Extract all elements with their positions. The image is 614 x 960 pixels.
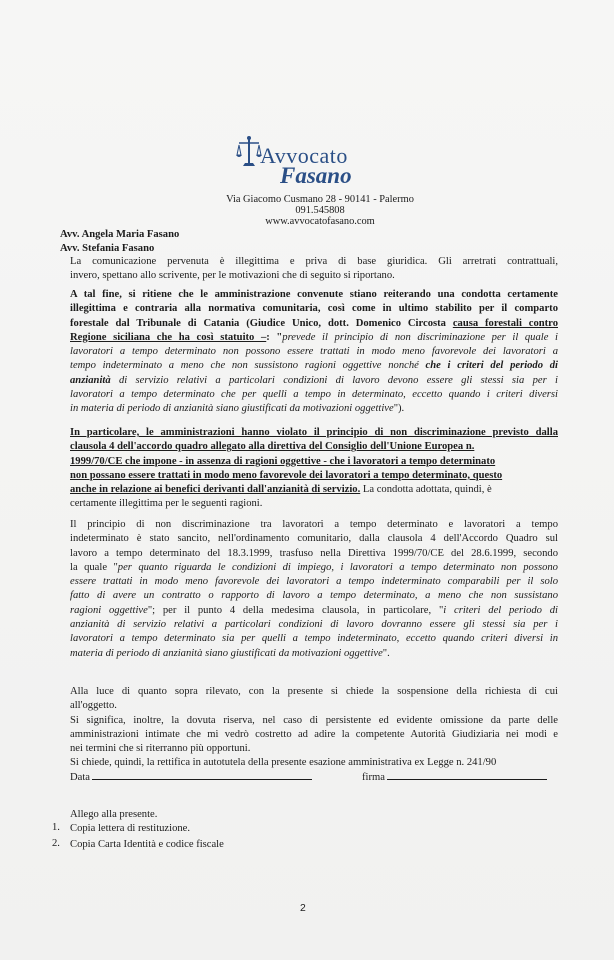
- text-line: indeterminato è stato sancito, nell'ordinamento comunitario, dalla clausola 4 dell'Accordo Quadro sul: [70, 533, 558, 545]
- bold-text: forestale dal Tribunale di Catania (Giudice Unico, dott. Domenico Circosta: [70, 317, 453, 329]
- text-line: amministrazioni intimate che mi vedrò costretto ad adire la competente Autorità Giudiziaria nei modi e: [70, 728, 558, 740]
- text-line: all'oggetto.: [70, 700, 117, 712]
- underlined-text: In particolare, le amministrazioni hanno violato il principio di non discriminazione previsto dalla: [70, 427, 558, 438]
- attachments-title: Allego alla presente.: [70, 809, 158, 820]
- text: : ": [266, 331, 283, 343]
- attachment-item: Copia Carta Identità e codice fiscale: [70, 839, 224, 850]
- date-signature-line: [70, 771, 558, 785]
- date-blank: [92, 779, 312, 780]
- underlined-text: 1999/70/CE che impone - in assenza di ragioni oggettive - che i lavoratori a tempo determinato: [70, 455, 496, 467]
- text: la quale ": [70, 561, 118, 573]
- text-line: nei termini che si riterranno più opportuni.: [70, 743, 251, 755]
- italic-text: in materia di periodo di anzianità siano giustificati da motivazioni oggettive: [70, 403, 394, 415]
- logo-word-avvocato: Avvocato: [260, 143, 348, 168]
- text: "; per il punto 4 della medesima clausola, in particolare, ": [147, 604, 444, 616]
- italic-text: anzianità di servizio relativi a particolari condizioni di lavoro dovranno essere gli stessi sia per i: [70, 619, 558, 631]
- text: ").: [393, 403, 405, 415]
- italic-text: lavoratori a tempo determinato sia per quelli a tempo indeterminato, eccetto quando criteri diversi in: [70, 633, 558, 645]
- underlined-text: Regione siciliana che ha così statuito –: [70, 331, 267, 343]
- italic-text: lavoratori a tempo determinato che per quelli a tempo in determinato, eccetto quando i criteri diversi: [70, 389, 558, 401]
- italic-text: i criteri del periodo di: [443, 604, 558, 616]
- underlined-text: non possano essere trattati in modo meno favorevole dei lavoratori a tempo determinato, questo: [70, 469, 503, 481]
- paragraph-3: [70, 426, 558, 512]
- phone: 091.545808: [295, 205, 345, 216]
- bold-text: illegittima e contraria alla normativa comunitaria, così come in ultimo stabilito per il comparto: [70, 303, 558, 315]
- website: www.avvocatofasano.com: [265, 216, 375, 227]
- bold-italic-text: anzianità: [70, 374, 111, 386]
- logo-word-fasano: Fasano: [280, 163, 352, 188]
- italic-text: lavoratori a tempo determinato non possono essere trattati in modo meno favorevole dei lavoratori a: [70, 346, 558, 358]
- page-number: 2: [300, 903, 306, 914]
- text: La condotta adottata, quindi, è: [360, 484, 492, 496]
- signature-blank: [387, 779, 547, 780]
- law-firm-logo: [236, 133, 386, 188]
- italic-text: essere trattati in modo meno favorevole dei lavoratori a tempo indeterminato comparabili per il solo: [70, 576, 558, 588]
- paragraph-1: [70, 255, 558, 284]
- attachment-item: Copia lettera di restituzione.: [70, 823, 191, 834]
- date-label: Data: [70, 771, 90, 783]
- scales-of-justice-icon: [236, 133, 262, 175]
- text-line: Alla luce di quanto sopra rilevato, con la presente si chiede la sospensione della richiesta di cui: [70, 686, 558, 697]
- italic-text: per quanto riguarda le condizioni di impiego, i lavoratori a tempo determinato non possono: [117, 561, 558, 573]
- italic-text: tempo indeterminato a meno che non sussistono ragioni oggettive nonché: [70, 360, 426, 372]
- text-line: lavoro a tempo determinato del 18.3.1999, trasfuso nella Direttiva 1999/70/CE del 28.6.1999, secondo: [70, 547, 558, 559]
- text: ".: [382, 647, 390, 659]
- lawyer-name-1: Avv. Angela Maria Fasano: [60, 229, 180, 240]
- underlined-text: anche in relazione ai benefici derivanti dall'anzianità di servizio.: [70, 484, 361, 496]
- text-line: Il principio di non discriminazione tra lavoratori a tempo determinato e lavoratori a tempo: [70, 519, 558, 530]
- italic-text: ragioni oggettive: [70, 604, 148, 616]
- text-line: Si chiede, quindi, la rettifica in autotutela della presente esazione amministrativa ex Legge n. 241/90: [70, 757, 497, 769]
- paragraph-4: [70, 518, 558, 661]
- bold-italic-text: che i criteri del periodo di: [425, 360, 558, 372]
- bold-text: A tal fine, si ritiene che le amministrazione convenute stiano reiterando una condotta certamente: [70, 289, 558, 300]
- attachment-number: 1.: [52, 822, 60, 833]
- italic-text: prevede il principio di non discriminazione per il quale i: [282, 331, 558, 343]
- underlined-text: causa forestali contro: [452, 317, 558, 329]
- signature-label: firma: [362, 771, 385, 783]
- underlined-text: clausola 4 dell'accordo quadro allegato alla direttiva del Consiglio dell'Unione Europea n.: [70, 441, 475, 453]
- paragraph-2: [70, 288, 558, 417]
- text-line: invero, spettano allo scrivente, per le motivazioni che di seguito si riportano.: [70, 270, 395, 282]
- lawyer-name-2: Avv. Stefania Fasano: [60, 243, 155, 254]
- italic-text: fatto di avere un contratto o rapporto di lavoro a tempo determinato, a meno che non sussistano: [70, 590, 558, 602]
- attachment-number: 2.: [52, 838, 60, 849]
- italic-text: di servizio relativi a particolari condizioni di lavoro devono essere gli stessi sia per i: [110, 374, 558, 386]
- text-line: certamente illegittima per le seguenti ragioni.: [70, 498, 263, 510]
- paragraph-5: [70, 685, 558, 785]
- text-line: La comunicazione pervenuta è illegittima e priva di base giuridica. Gli arretrati contrattuali,: [70, 256, 558, 267]
- italic-text: materia di periodo di anzianità siano giustificati da motivazioni oggettive: [70, 647, 383, 659]
- address: Via Giacomo Cusmano 28 - 90141 - Palermo: [226, 194, 414, 205]
- text-line: Si significa, inoltre, la dovuta riserva, nel caso di persistente ed evidente omissione da parte delle: [70, 714, 558, 726]
